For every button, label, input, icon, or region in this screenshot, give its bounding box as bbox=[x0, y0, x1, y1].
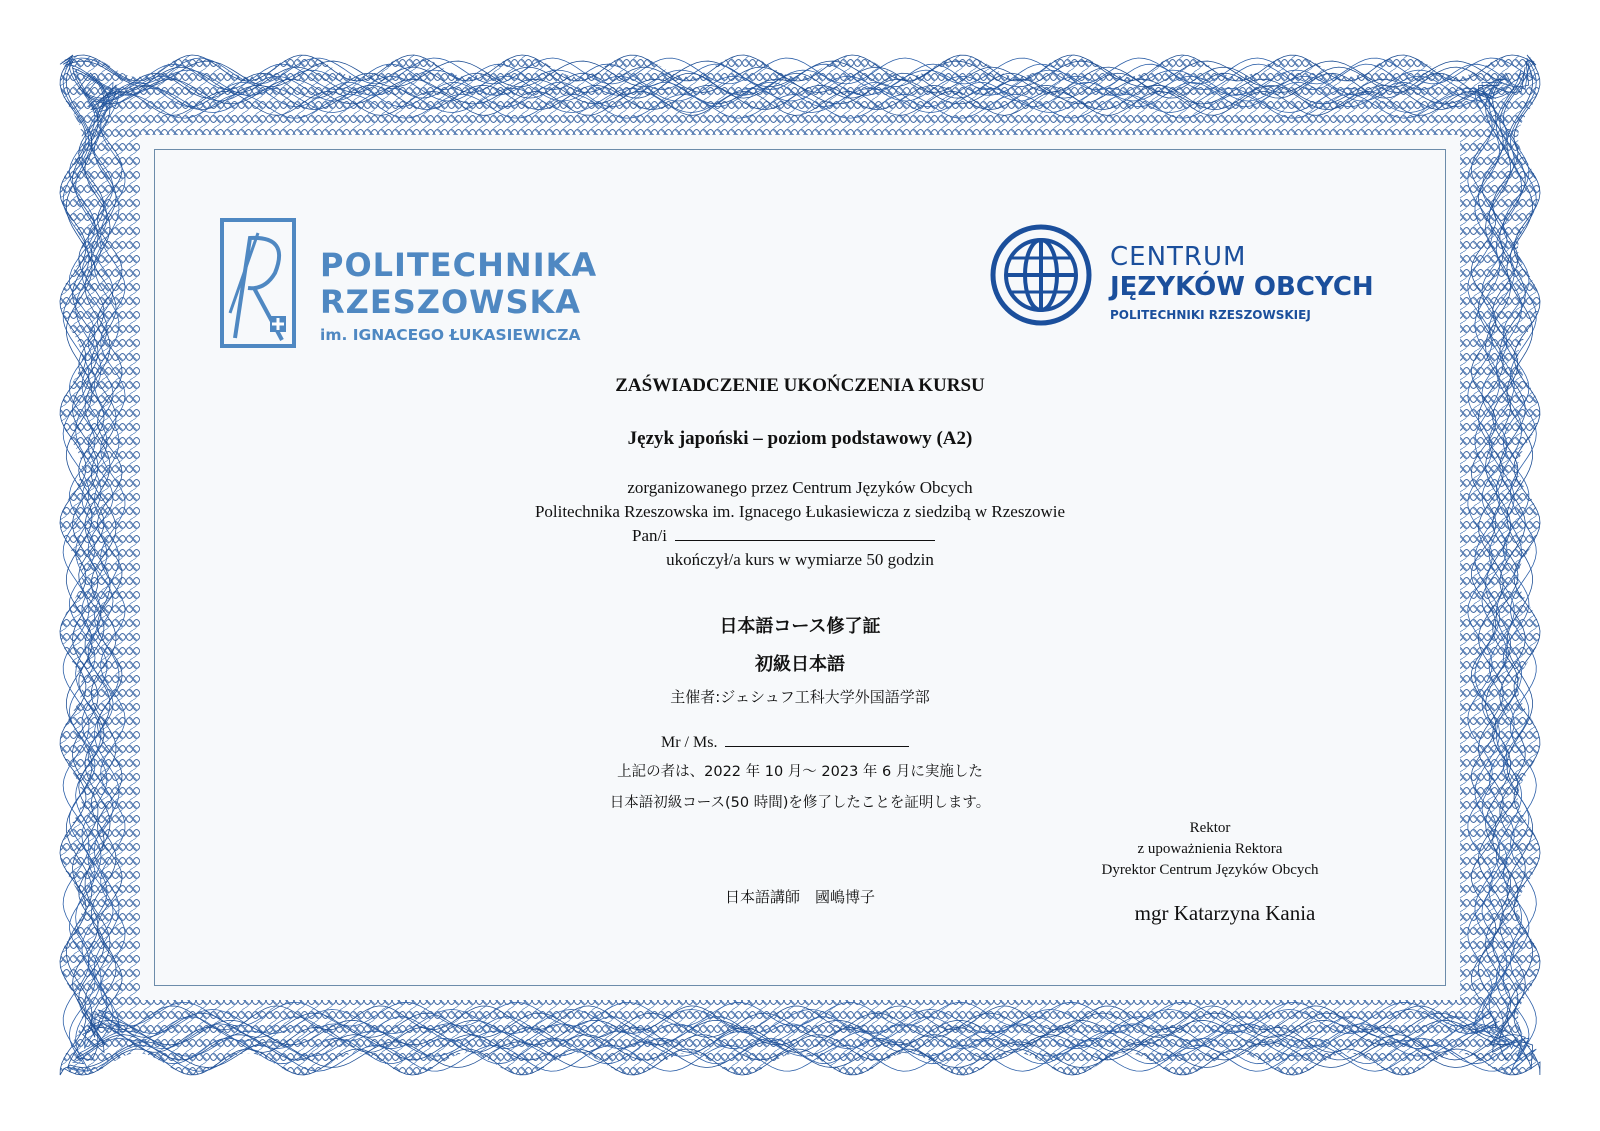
japanese-name-blank bbox=[725, 733, 909, 747]
logo-politechnika-line1: POLITECHNIKA bbox=[320, 246, 598, 284]
japanese-name-row bbox=[661, 733, 909, 752]
signature-line-2: z upoważnienia Rektora bbox=[1137, 841, 1283, 857]
logo-politechnika-line3: im. IGNACEGO ŁUKASIEWICZA bbox=[320, 326, 581, 344]
japanese-level: 初級日本語 bbox=[755, 654, 845, 675]
logo-centrum-line2: JĘZYKÓW OBCYCH bbox=[1110, 272, 1374, 302]
signature-line-3: Dyrektor Centrum Języków Obcych bbox=[1101, 862, 1319, 878]
logo-centrum-line1: CENTRUM bbox=[1110, 242, 1247, 272]
japanese-organizer: 主催者:ジェシュフ工科大学外国語学部 bbox=[670, 688, 930, 706]
course-name: Język japoński – poziom podstawowy (A2) bbox=[627, 428, 973, 449]
organized-line-1: zorganizowanego przez Centrum Języków Obcych bbox=[627, 478, 973, 497]
japanese-name-label: Mr / Ms. bbox=[661, 734, 718, 751]
japanese-statement-1: 上記の者は、2022 年 10 月～ 2023 年 6 月に実施した bbox=[617, 764, 983, 780]
signatory-name: mgr Katarzyna Kania bbox=[1134, 901, 1316, 925]
participant-name-blank bbox=[675, 526, 935, 541]
completion-line: ukończył/a kurs w wymiarze 50 godzin bbox=[666, 550, 934, 569]
japanese-title: 日本語コース修了証 bbox=[719, 616, 881, 637]
signature-line-1: Rektor bbox=[1189, 820, 1231, 836]
politechnika-logo bbox=[220, 218, 600, 348]
certificate-title: ZAŚWIADCZENIE UKOŃCZENIA KURSU bbox=[615, 375, 985, 396]
centrum-logo bbox=[988, 222, 1374, 332]
signature-block bbox=[1080, 818, 1340, 926]
globe-icon bbox=[988, 222, 1094, 328]
japanese-statement-2: 日本語初級コース(50 時間)を修了したことを証明します。 bbox=[609, 795, 991, 811]
organized-line-2: Politechnika Rzeszowska im. Ignacego Łukasiewicza z siedzibą w Rzeszowie bbox=[534, 502, 1066, 521]
japanese-instructor: 日本語講師 國嶋博子 bbox=[724, 888, 875, 906]
logo-centrum-line3: POLITECHNIKI RZESZOWSKIEJ bbox=[1110, 308, 1311, 322]
participant-name-row bbox=[632, 526, 935, 546]
pr-emblem-icon bbox=[220, 218, 300, 348]
logo-politechnika-line2: RZESZOWSKA bbox=[320, 283, 582, 321]
participant-name-label: Pan/i bbox=[632, 526, 667, 545]
